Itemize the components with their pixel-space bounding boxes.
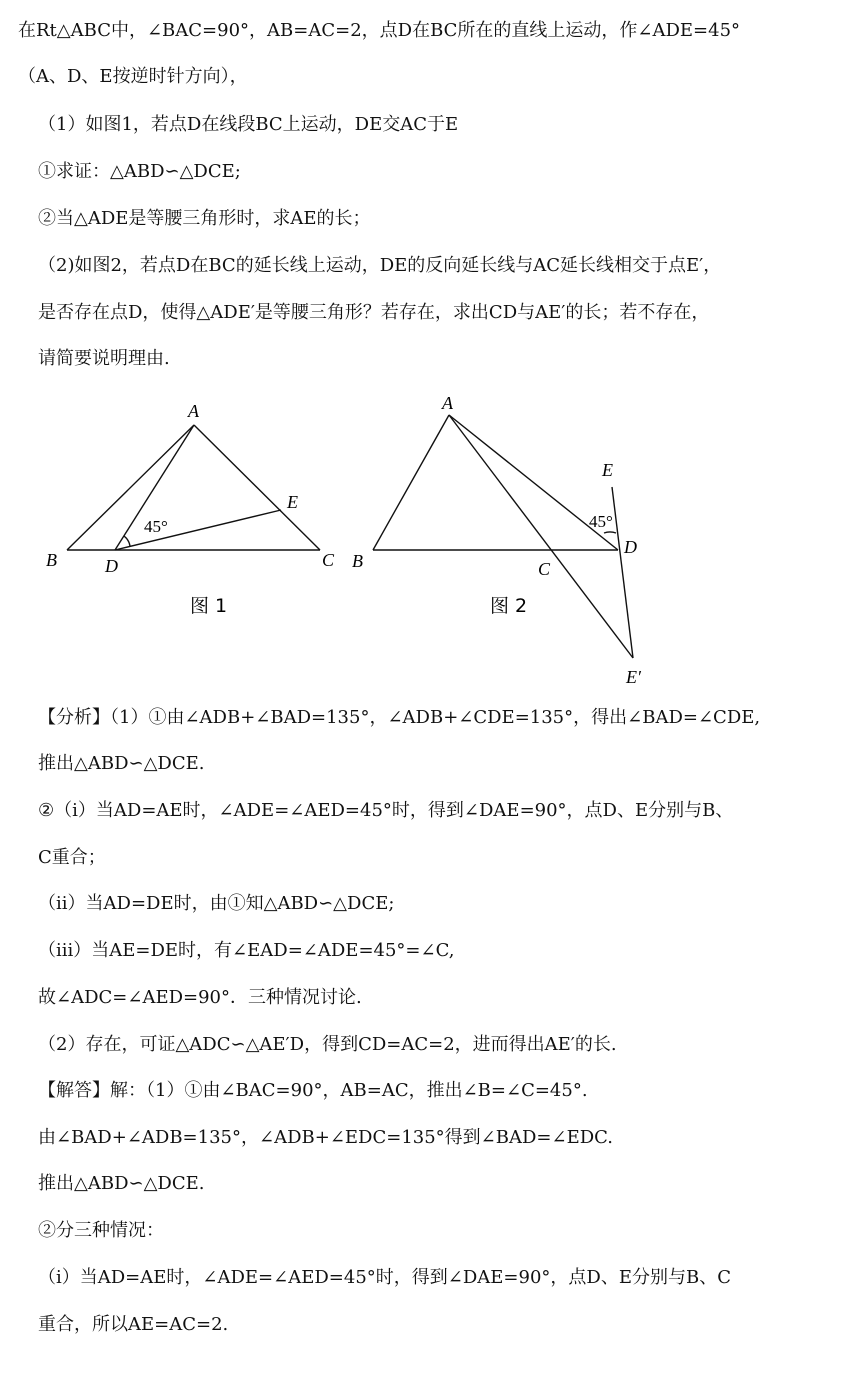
fig1-label-D: D [105, 556, 118, 576]
fig1-label-C: C [322, 550, 335, 570]
analysis-line-7: 故∠ADC=∠AED=90°．三种情况讨论. [38, 987, 362, 1008]
fig2-label-B: B [352, 551, 363, 571]
solution-line-5: （ⅰ）当AD=AE时，∠ADE=∠AED=45°时，得到∠DAE=90°，点D、E分别与B、C [38, 1267, 731, 1288]
fig2-angle-arc [604, 532, 616, 533]
figure-1 [67, 425, 320, 550]
analysis-line-6: （ⅲ）当AE=DE时，有∠EAD=∠ADE=45°=∠C, [38, 940, 455, 961]
problem-line-8: 请简要说明理由. [38, 348, 170, 369]
fig2-label-E-prime: E′ [626, 667, 641, 687]
solution-line-4: ②分三种情况： [38, 1220, 164, 1241]
fig1-segment-DE [115, 510, 281, 550]
figure-2 [373, 415, 633, 658]
analysis-line-3: ②（ⅰ）当AD=AE时，∠ADE=∠AED=45°时，得到∠DAE=90°，点D、E分别与B、 [38, 800, 734, 821]
fig1-angle-arc [124, 536, 130, 546]
fig1-segment-AB [67, 425, 194, 550]
fig2-angle-label: 45° [589, 512, 613, 531]
fig1-label-A: A [188, 401, 199, 421]
fig1-segment-AC [194, 425, 320, 550]
fig2-segment-AB [373, 415, 449, 550]
solution-line-2: 由∠BAD+∠ADB=135°，∠ADB+∠EDC=135°得到∠BAD=∠EDC. [38, 1127, 614, 1148]
solution-line-3: 推出△ABD∽△DCE. [38, 1173, 205, 1194]
problem-line-5: ②当△ADE是等腰三角形时，求AE的长； [38, 208, 371, 229]
solution-line-1: 【解答】解：（1）①由∠BAC=90°，AB=AC，推出∠B=∠C=45°. [38, 1080, 588, 1101]
problem-line-7: 是否存在点D，使得△ADE′是等腰三角形？若存在，求出CD与AE′的长；若不存在， [38, 302, 710, 323]
analysis-line-4: C重合； [38, 847, 106, 868]
fig2-segment-EE2 [612, 487, 633, 658]
fig2-segment-AE2 [449, 415, 633, 658]
analysis-line-8: （2）存在，可证△ADC∽△AE′D，得到CD=AC=2，进而得出AE′的长. [38, 1034, 617, 1055]
fig2-caption: 图 2 [490, 595, 528, 617]
problem-line-4: ①求证：△ABD∽△DCE; [38, 161, 241, 182]
analysis-line-2: 推出△ABD∽△DCE. [38, 753, 205, 774]
fig1-angle-label: 45° [144, 517, 168, 536]
fig2-label-E: E [602, 460, 613, 480]
analysis-line-1: 【分析】（1）①由∠ADB+∠BAD=135°，∠ADB+∠CDE=135°，得出∠BAD=∠CDE, [38, 707, 761, 728]
fig1-label-E: E [287, 492, 298, 512]
problem-line-6: （2)如图2，若点D在BC的延长线上运动，DE的反向延长线与AC延长线相交于点E′， [38, 255, 722, 276]
fig1-label-B: B [46, 550, 57, 570]
fig2-label-A: A [442, 393, 453, 413]
solution-line-6: 重合，所以AE=AC=2. [38, 1314, 229, 1335]
problem-line-1: 在Rt△ABC中，∠BAC=90°，AB=AC=2，点D在BC所在的直线上运动，作∠ADE=45° [18, 20, 741, 41]
fig2-label-D: D [624, 537, 637, 557]
problem-line-3: （1）如图1，若点D在线段BC上运动，DE交AC于E [38, 114, 459, 135]
fig1-caption: 图 1 [190, 595, 228, 617]
analysis-line-5: （ⅱ）当AD=DE时，由①知△ABD∽△DCE; [38, 893, 395, 914]
fig2-label-C: C [538, 559, 551, 579]
problem-line-2: （A、D、E按逆时针方向）， [18, 66, 248, 87]
